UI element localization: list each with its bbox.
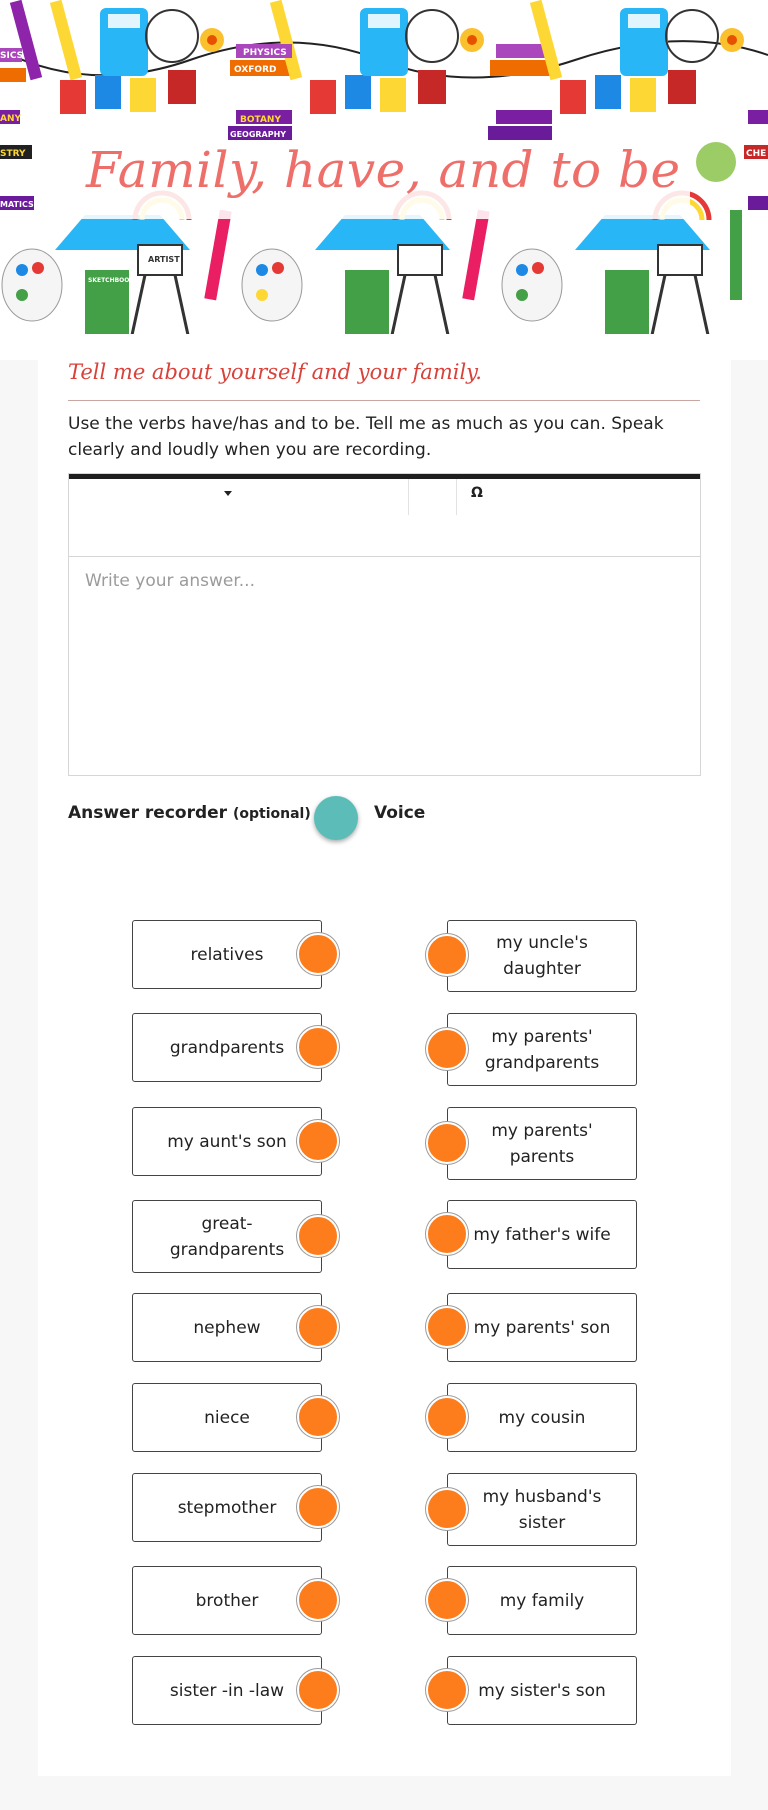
match-right-dot[interactable] xyxy=(426,1213,468,1255)
match-right-item[interactable]: my parents' son xyxy=(447,1293,637,1362)
match-left-dot[interactable] xyxy=(297,1306,339,1348)
match-right-item[interactable]: my sister's son xyxy=(447,1656,637,1725)
banner-label: SKETCHBOOK xyxy=(88,277,135,284)
match-left-item[interactable]: my aunt's son xyxy=(132,1107,322,1176)
banner-label: ARTIST xyxy=(148,255,180,264)
match-right-item[interactable]: my cousin xyxy=(447,1383,637,1452)
banner-label: BOTANY xyxy=(240,115,281,125)
banner-label: GEOGRAPHY xyxy=(230,130,287,139)
match-left-item[interactable]: niece xyxy=(132,1383,322,1452)
match-left-item[interactable]: sister -in -law xyxy=(132,1656,322,1725)
match-left-item[interactable]: brother xyxy=(132,1566,322,1635)
record-button[interactable] xyxy=(314,796,358,840)
match-right-item[interactable]: my father's wife xyxy=(447,1200,637,1269)
banner-label: MATICS xyxy=(0,200,34,209)
recorder-title: Answer recorder xyxy=(68,803,228,823)
special-character-button[interactable]: Ω xyxy=(471,485,483,501)
banner-label: CHE xyxy=(746,149,767,159)
match-right-dot[interactable] xyxy=(426,1579,468,1621)
match-left-dot[interactable] xyxy=(297,1579,339,1621)
banner-label: STRY xyxy=(0,149,26,159)
question-title: Tell me about yourself and your family. xyxy=(68,360,482,384)
match-right-item[interactable]: my husband's sister xyxy=(447,1473,637,1546)
match-left-dot[interactable] xyxy=(297,1486,339,1528)
match-left-dot[interactable] xyxy=(297,1669,339,1711)
format-dropdown[interactable] xyxy=(69,479,409,515)
match-right-dot[interactable] xyxy=(426,934,468,976)
match-right-dot[interactable] xyxy=(426,1396,468,1438)
match-right-dot[interactable] xyxy=(426,1028,468,1070)
banner-label: ANY xyxy=(0,114,22,124)
toolbar-button[interactable] xyxy=(409,479,457,515)
banner-label: PHYSICS xyxy=(243,48,287,58)
answer-editor xyxy=(68,473,701,776)
match-right-item[interactable]: my parents' parents xyxy=(447,1107,637,1180)
match-right-item[interactable]: my family xyxy=(447,1566,637,1635)
match-right-dot[interactable] xyxy=(426,1488,468,1530)
match-right-item[interactable]: my parents' grandparents xyxy=(447,1013,637,1086)
match-left-item[interactable]: stepmother xyxy=(132,1473,322,1542)
recorder-optional: (optional) xyxy=(232,806,311,822)
match-right-dot[interactable] xyxy=(426,1306,468,1348)
match-left-item[interactable]: great-grandparents xyxy=(132,1200,322,1273)
match-right-item[interactable]: my uncle's daughter xyxy=(447,920,637,992)
match-right-dot[interactable] xyxy=(426,1122,468,1164)
caret-down-icon xyxy=(224,491,232,496)
match-left-dot[interactable] xyxy=(297,1120,339,1162)
match-left-dot[interactable] xyxy=(297,1215,339,1257)
answer-input[interactable] xyxy=(69,557,700,775)
editor-toolbar xyxy=(69,474,700,557)
match-left-dot[interactable] xyxy=(297,933,339,975)
match-left-item[interactable]: nephew xyxy=(132,1293,322,1362)
match-right-dot[interactable] xyxy=(426,1669,468,1711)
question-divider xyxy=(68,400,700,401)
match-left-item[interactable]: grandparents xyxy=(132,1013,322,1082)
match-left-dot[interactable] xyxy=(297,1026,339,1068)
question-instructions: Use the verbs have/has and to be. Tell me as much as you can. Speak clearly and loudly when you are recording. xyxy=(68,414,664,460)
match-left-dot[interactable] xyxy=(297,1396,339,1438)
match-left-item[interactable]: relatives xyxy=(132,920,322,989)
page-title: Family, have, and to be xyxy=(86,141,681,199)
voice-label: Voice xyxy=(374,803,426,823)
banner-label: RAPHY xyxy=(0,130,31,139)
answer-recorder-label xyxy=(68,803,324,823)
banner-label: SICS xyxy=(0,51,24,61)
banner-label: OXFORD xyxy=(234,65,277,75)
